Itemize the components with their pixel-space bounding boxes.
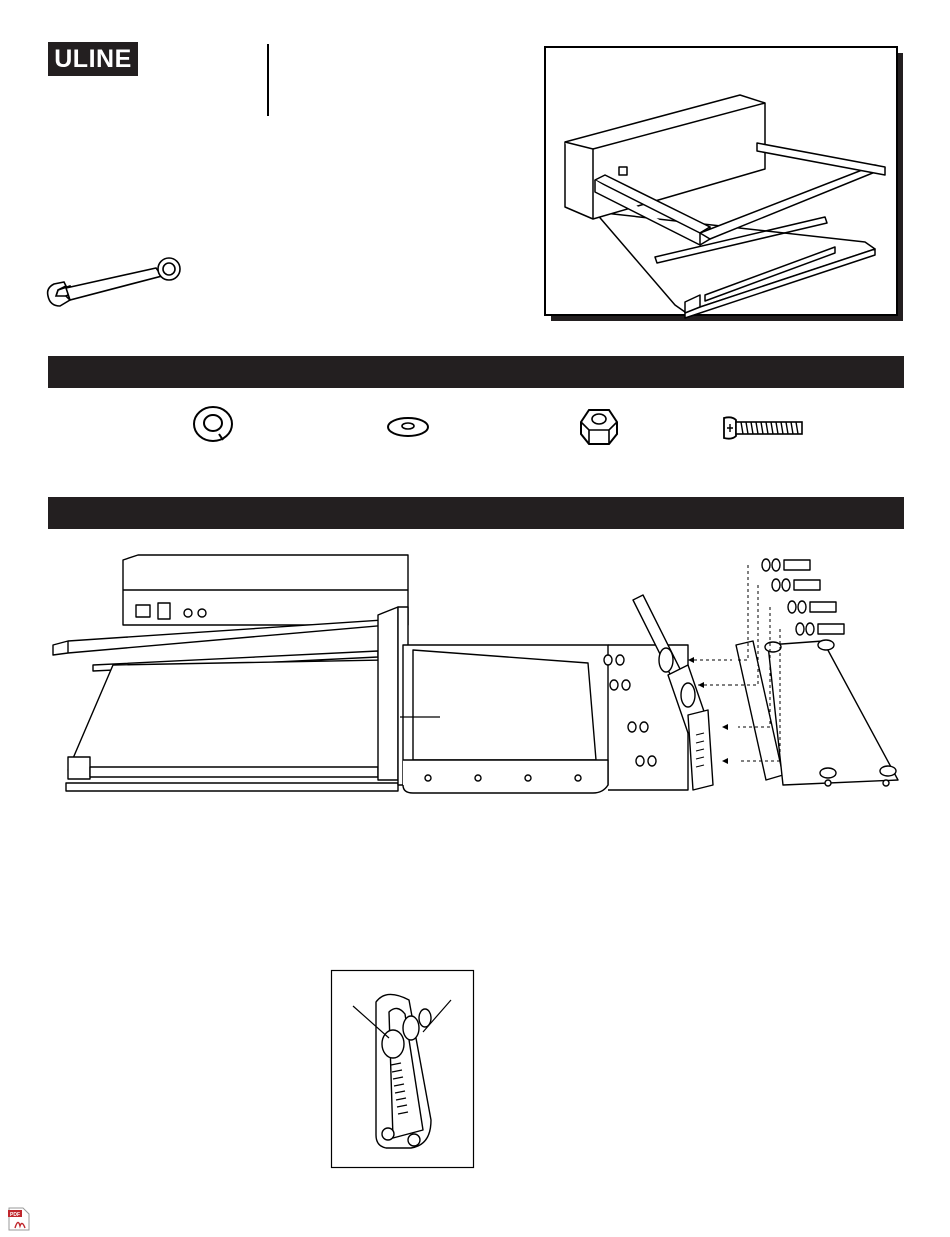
pdf-file-icon <box>6 1206 32 1232</box>
lock-washer-icon <box>192 404 234 444</box>
flat-washer-icon <box>386 416 430 438</box>
assembly-section-header <box>48 497 904 529</box>
parts-section-header <box>48 356 904 388</box>
conveyor-assembly-diagram <box>48 545 908 805</box>
pdf-icon-label: PDF <box>10 1212 20 1218</box>
header-divider <box>267 44 269 116</box>
hex-nut-icon <box>577 404 621 448</box>
machine-screw-icon <box>722 414 808 442</box>
shrink-wrap-machine-illustration <box>545 47 905 323</box>
roller-bracket-detail <box>331 970 474 1168</box>
wrench-icon <box>44 256 189 314</box>
uline-logo: ULINE <box>48 42 138 76</box>
